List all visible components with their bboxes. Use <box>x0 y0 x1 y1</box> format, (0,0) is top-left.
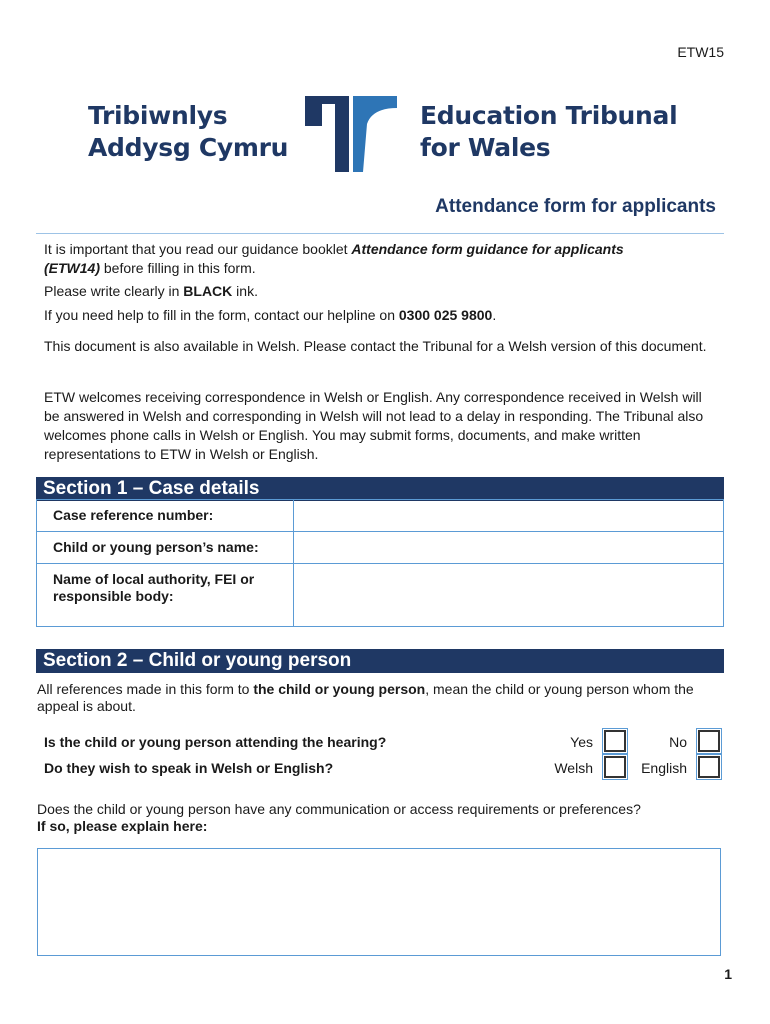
logo-english-name <box>420 100 677 164</box>
no-checkbox[interactable] <box>698 730 720 752</box>
helpline-number: 0300 025 9800 <box>398 307 493 323</box>
logo-welsh-line2: Addysg Cymru <box>88 133 289 162</box>
tribunal-logo-icon <box>305 96 397 172</box>
form-title: Attendance form for applicants <box>435 196 716 217</box>
intro-guidance-paragraph <box>44 240 724 278</box>
ink-text: Please write clearly in <box>44 283 184 299</box>
guidance-booklet-code: (ETW14) <box>44 260 100 276</box>
welsh-label: Welsh <box>554 760 593 776</box>
welsh-language-paragraph: ETW welcomes receiving correspondence in Welsh or English. Any correspondence received in Welsh will be answered in Welsh and corresponding in Welsh will not lead to a delay in responding. The Tribunal also welcomes phone calls in Welsh or English. You may submit forms, documents, and make written representations to ETW in Welsh or English. <box>44 389 704 462</box>
communication-instruction: If so, please explain here: <box>37 818 208 834</box>
english-label: English <box>641 760 687 776</box>
local-authority-field[interactable] <box>294 564 724 627</box>
section2-intro-tail: , mean the child or young person whom the appeal is about. <box>37 681 694 714</box>
helpline-paragraph <box>44 306 724 325</box>
section2-intro-text: All references made in this form to <box>37 681 254 697</box>
guidance-tail: before filling in this form. <box>100 260 256 276</box>
logo-english-line2: for Wales <box>420 133 551 162</box>
logo-english-line1: Education Tribunal <box>420 101 678 130</box>
ink-tail: ink. <box>232 283 258 299</box>
guidance-booklet-title: Attendance form guidance for applicants <box>351 241 624 257</box>
table-row <box>37 500 724 532</box>
yes-label: Yes <box>570 734 593 750</box>
ink-instruction <box>44 282 724 301</box>
section2-intro-term: the child or young person <box>253 681 426 697</box>
section1-heading: Section 1 – Case details <box>36 477 724 501</box>
helpline-tail: . <box>492 307 497 323</box>
communication-question: Does the child or young person have any communication or access requirements or preferences? <box>37 801 641 817</box>
attending-question: Is the child or young person attending the hearing? <box>44 734 387 750</box>
section2-heading: Section 2 – Child or young person <box>36 649 724 673</box>
local-authority-label: Name of local authority, FEI or responsible body: <box>37 564 294 627</box>
logo-welsh-name <box>88 100 288 164</box>
table-row <box>37 532 724 564</box>
case-reference-label: Case reference number: <box>37 500 294 532</box>
communication-requirements-field[interactable] <box>37 848 721 956</box>
no-label: No <box>669 734 687 750</box>
english-checkbox[interactable] <box>698 756 720 778</box>
page-number: 1 <box>724 966 732 982</box>
guidance-text: It is important that you read our guidance booklet <box>44 241 352 257</box>
yes-checkbox[interactable] <box>604 730 626 752</box>
section2-intro <box>37 681 717 715</box>
ink-color: BLACK <box>183 283 233 299</box>
title-divider <box>36 233 724 234</box>
logo-welsh-line1: Tribiwnlys <box>88 101 228 130</box>
child-name-field[interactable] <box>294 532 724 564</box>
case-reference-field[interactable] <box>294 500 724 532</box>
form-code: ETW15 <box>677 44 724 60</box>
helpline-text: If you need help to fill in the form, contact our helpline on <box>44 307 399 323</box>
table-row <box>37 564 724 627</box>
language-question: Do they wish to speak in Welsh or English? <box>44 760 334 776</box>
case-details-table <box>36 499 724 627</box>
welsh-version-paragraph: This document is also available in Welsh. Please contact the Tribunal for a Welsh version of this document. <box>44 338 707 354</box>
child-name-label: Child or young person’s name: <box>37 532 294 564</box>
